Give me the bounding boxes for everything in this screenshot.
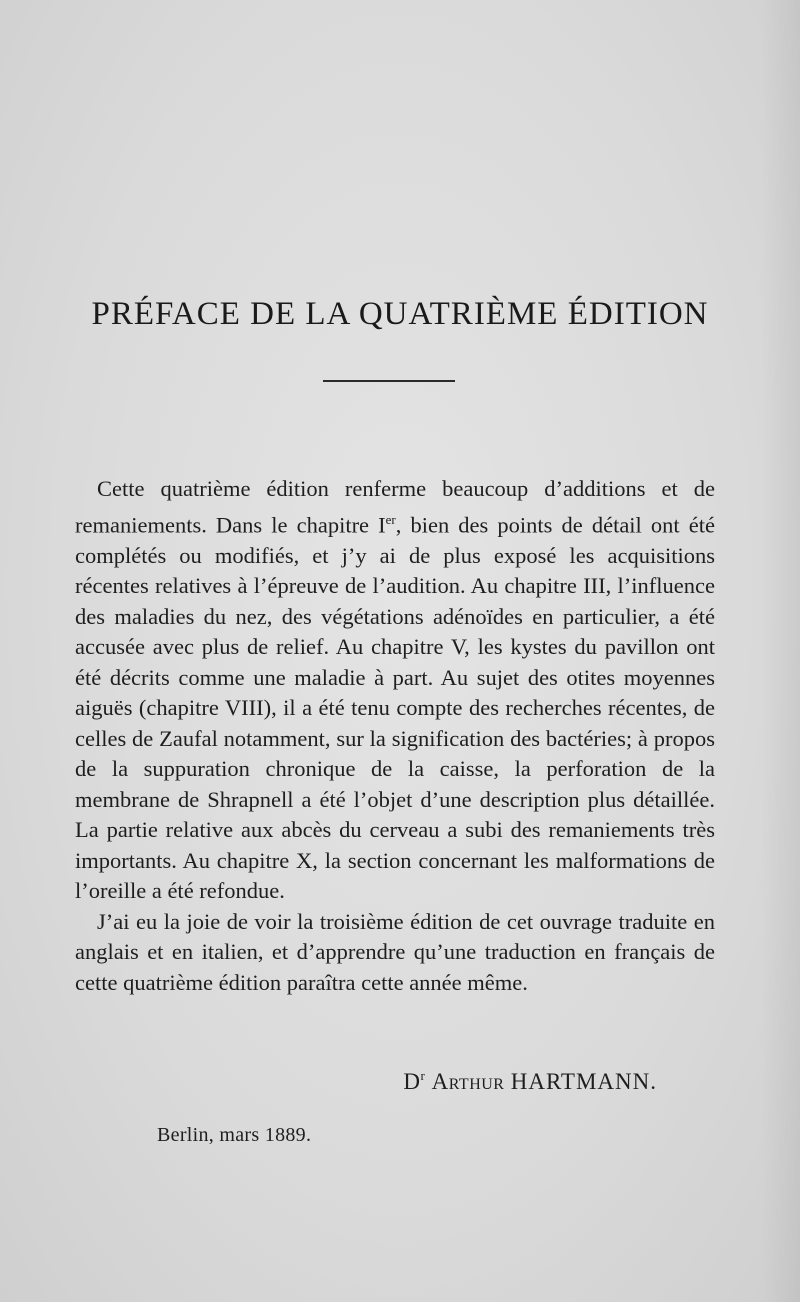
preface-paragraph-1 — [75, 474, 715, 907]
title-divider — [323, 380, 455, 382]
signature-first-name: Arthur — [431, 1069, 505, 1094]
preface-paragraph-2: J’ai eu la joie de voir la troisième édition de cet ouvrage traduite en anglais et en italien, et d’apprendre qu’une traduction en français de cette quatrième édition paraîtra cette année même. — [75, 908, 715, 995]
signature-last-name: HARTMANN. — [510, 1069, 657, 1094]
paragraph-1-text-b: , bien des points de détail ont été complétés ou modifiés, et j’y ai de plus exposé les acquisitions récentes relatives à l’épreuve de l’audition. Au chapitre III, l’influence des maladies du nez, des végétations adénoïdes en particulier, a été accusée avec plus de relief. Au chapitre V, les kystes du pavillon ont été décrits comme une maladie à part. Au sujet des otites moyennes aiguës (chapitre VIII), il a été tenu compte des recherches récentes, de celles de Zaufal notamment, sur la signification des bactéries; à propos de la suppuration chronique de la caisse, la perforation de la membrane de Shrapnell a été l’objet d’une description plus détaillée. La partie relative aux abcès du cerveau a subi des remaniements très importants. Au chapitre X, la section concernant les malformations de l’oreille a été refondue. — [75, 512, 715, 903]
page-edge-shadow — [760, 0, 800, 1302]
author-signature — [403, 1068, 657, 1095]
preface-body — [75, 474, 715, 998]
signature-title-sup: r — [420, 1068, 426, 1083]
signature-title-text: D — [403, 1069, 421, 1094]
paragraph-1-text-a: Cette quatrième édition renferme beaucoup d’additions et de remaniements. Dans le chapitre I — [75, 476, 715, 537]
page-title: PRÉFACE DE LA QUATRIÈME ÉDITION — [91, 296, 709, 332]
ordinal-superscript: er — [385, 511, 396, 527]
place-and-date: Berlin, mars 1889. — [157, 1124, 312, 1146]
signature-title — [403, 1069, 425, 1094]
